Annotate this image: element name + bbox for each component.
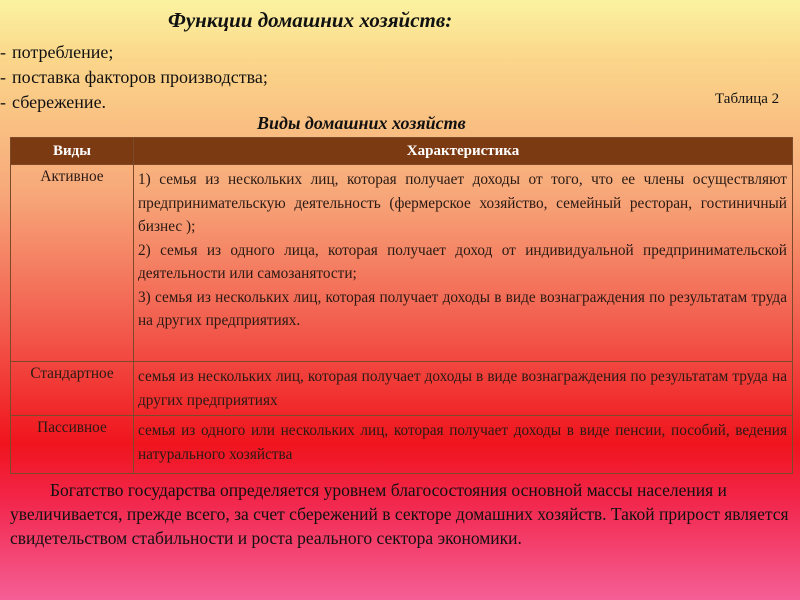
dash-bullet-icon: - <box>0 67 6 87</box>
household-description-cell: семья из одного или нескольких лиц, которая получает доходы в виде пенсии, пособий, ведения натурального хозяйства <box>134 416 793 474</box>
column-header-characteristic: Характеристика <box>134 138 793 165</box>
list-item <box>0 65 268 90</box>
household-description-cell: семья из нескольких лиц, которая получает доходы в виде вознаграждения по результатам труда на других предприятиях <box>134 362 793 416</box>
table-header-row <box>11 138 793 165</box>
household-types-table <box>10 137 793 474</box>
household-kind-cell: Стандартное <box>11 362 134 416</box>
household-description-cell <box>134 165 793 362</box>
page-title: Функции домашних хозяйств: <box>168 8 453 32</box>
table-row <box>11 165 793 362</box>
list-item <box>0 40 268 65</box>
function-item-label: потребление; <box>12 42 114 62</box>
function-item-label: поставка факторов производства; <box>12 67 268 87</box>
table-row <box>11 362 793 416</box>
household-kind-cell: Активное <box>11 165 134 362</box>
function-item-label: сбережение. <box>12 92 107 112</box>
description-part: 1) семья из нескольких лиц, которая получает доходы от того, что ее члены осуществляют предпринимательскую деятельность (фермерское хозяйство, семейный ресторан, гостиничный бизнес ); <box>138 171 787 235</box>
table-row <box>11 416 793 474</box>
conclusion-paragraph: Богатство государства определяется уровнем благосостояния основной массы населения и увеличивается, прежде всего, за счет сбережений в секторе домашних хозяйств. Такой прирост является свидетельством стабильности и роста реального сектора экономики. <box>10 480 789 548</box>
dash-bullet-icon: - <box>0 42 6 62</box>
list-item <box>0 90 268 115</box>
functions-list <box>0 40 268 115</box>
column-header-types: Виды <box>11 138 134 165</box>
dash-bullet-icon: - <box>0 92 6 112</box>
table-title: Виды домашних хозяйств <box>257 113 466 133</box>
household-kind-cell: Пассивное <box>11 416 134 474</box>
description-part: 3) семья из нескольких лиц, которая получает доходы в виде вознаграждения по результатам труда на других предприятиях. <box>138 288 787 329</box>
description-part: 2) семья из одного лица, которая получает доход от индивидуальной предпринимательской деятельности или самозанятости; <box>138 241 787 282</box>
table-number-label: Таблица 2 <box>715 91 780 107</box>
